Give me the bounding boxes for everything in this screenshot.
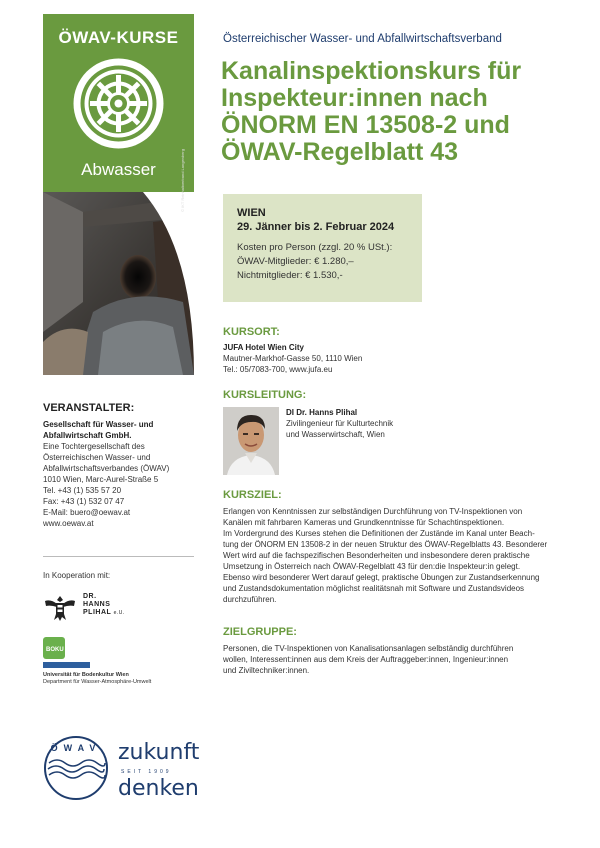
- divider: [43, 556, 194, 557]
- oewav-emblem: [43, 735, 109, 801]
- lead-details: [286, 407, 393, 440]
- audience-line: wollen, Interessent:innen aus dem Kreis der Auftraggeber:innen, Ingenieur:innen: [223, 655, 509, 664]
- audience-text: [223, 643, 568, 676]
- boku-logo: [43, 637, 65, 659]
- organizer-detail: Österreichischen Wasser- und: [43, 453, 151, 462]
- brand-panel: [43, 14, 194, 192]
- event-info-box: [223, 194, 422, 302]
- organizer-detail: Eine Tochtergesellschaft des: [43, 442, 145, 451]
- organizer-detail: 1010 Wien, Marc-Aurel-Straße 5: [43, 475, 159, 484]
- audience-heading: ZIELGRUPPE:: [223, 626, 297, 638]
- organizer-fax: Fax: +43 (1) 532 07 47: [43, 497, 125, 506]
- organizer-website[interactable]: www.oewav.at: [43, 519, 94, 528]
- course-title: [221, 58, 561, 166]
- organizer-details: [43, 419, 198, 529]
- venue-contact[interactable]: Tel.: 05/7083-700, www.jufa.eu: [223, 365, 333, 374]
- boku-line: Department für Wasser-Atmosphäre-Umwelt: [43, 679, 152, 685]
- lead-heading: KURSLEITUNG:: [223, 389, 307, 401]
- goal-text: [223, 506, 568, 605]
- organizer-heading: VERANSTALTER:: [43, 402, 135, 414]
- plihal-logo: [43, 593, 193, 623]
- boku-mark: BOKU: [46, 647, 64, 653]
- organizer-block: [43, 402, 198, 529]
- audience-line: und Ziviltechniker:innen.: [223, 666, 310, 675]
- cooperation-label: In Kooperation mit:: [43, 571, 111, 580]
- sewer-photo: [43, 192, 194, 375]
- emblem-letters: ÖWAV: [50, 743, 102, 753]
- brand-subtitle: Abwasser: [81, 160, 156, 179]
- organizer-detail: Abfallwirtschaftsverbandes (ÖWAV): [43, 464, 170, 473]
- plihal-name: [83, 593, 125, 617]
- venue-address: Mautner-Markhof-Gasse 50, 1110 Wien: [223, 354, 363, 363]
- plihal-suffix: e.U.: [113, 610, 125, 616]
- goal-line: Umsetzung in Österreich nach ÖWAV-Regelblatt 43 für den:die Inspekteur:in gelegt.: [223, 562, 521, 571]
- venue-details: [223, 342, 362, 375]
- goal-line: tung der ÖNORM EN 13508-2 in der neuen Struktur des ÖWAV-Regelblatts 43. Besonderer: [223, 540, 548, 549]
- photo-credit: © IKT Reinhaltverband Langenberg: [180, 149, 185, 212]
- plihal-line: HANNS: [83, 601, 111, 608]
- cost-info: [237, 241, 422, 283]
- title-line: ÖWAV-Regelblatt 43: [221, 138, 459, 166]
- goal-line: Erlangen von Kenntnissen zur selbständigen Durchführung von TV-Inspektionen von: [223, 507, 523, 516]
- venue-name: JUFA Hotel Wien City: [223, 343, 304, 352]
- boku-bar: [43, 662, 90, 668]
- plihal-line: PLIHAL: [83, 609, 112, 616]
- manhole-cover-icon: [72, 57, 165, 150]
- lead-role-line: und Wasserwirtschaft, Wien: [286, 430, 385, 439]
- footer-word-2: denken: [118, 776, 199, 801]
- organizer-phone: Tel. +43 (1) 535 57 20: [43, 486, 122, 495]
- plihal-line: DR.: [83, 593, 97, 600]
- venue-heading: KURSORT:: [223, 326, 280, 338]
- boku-line: Universität für Bodenkultur Wien: [43, 672, 129, 678]
- goal-line: durchzuführen.: [223, 595, 277, 604]
- event-city: WIEN: [237, 207, 266, 219]
- lead-portrait: [223, 407, 279, 475]
- organizer-name-line: Abfallwirtschaft GmbH.: [43, 431, 132, 440]
- organizer-name-line: Gesellschaft für Wasser- und: [43, 420, 154, 429]
- goal-line: Ebenso wird besonderer Wert darauf gelegt, praktische Übungen zur Zustandserkennung: [223, 573, 540, 582]
- boku-text: [43, 672, 151, 686]
- eagle-icon: [43, 593, 77, 623]
- cost-line: Nichtmitglieder: € 1.530,-: [237, 270, 343, 281]
- brand-title: ÖWAV-KURSE: [58, 28, 179, 47]
- goal-heading: KURSZIEL:: [223, 489, 282, 501]
- cost-line: Kosten pro Person (zzgl. 20 % USt.):: [237, 242, 393, 253]
- lead-name: DI Dr. Hanns Plihal: [286, 408, 358, 417]
- org-name: Österreichischer Wasser- und Abfallwirtschaftsverband: [223, 33, 502, 45]
- footer-word-1: zukunft: [118, 740, 200, 765]
- audience-line: Personen, die TV-Inspektionen von Kanalisationsanlagen selbständig durchführen: [223, 644, 514, 653]
- goal-line: Kanälen mit fahrbaren Kameras und Grundkenntnisse für Schachtinspektionen.: [223, 518, 505, 527]
- footer-since: SEIT 1909: [121, 769, 172, 775]
- goal-line: Wert wird auf die fachspezifischen Besonderheiten und insbesondere deren praktische: [223, 551, 530, 560]
- event-dates: 29. Jänner bis 2. Februar 2024: [237, 221, 395, 233]
- goal-line: und Zustandsdokumentation möglichst realitätsnah mit Software und Zustandsvideos: [223, 584, 525, 593]
- cost-line: ÖWAV-Mitglieder: € 1.280,–: [237, 256, 354, 267]
- title-line: Inspekteur:innen nach: [221, 84, 488, 112]
- title-line: Kanalinspektionskurs für: [221, 57, 522, 85]
- organizer-email[interactable]: E-Mail: buero@oewav.at: [43, 508, 131, 517]
- lead-role-line: Zivilingenieur für Kulturtechnik: [286, 419, 394, 428]
- goal-line: Im Vordergrund des Kurses stehen die Definitionen der Zustände im Kanal unter Beach-: [223, 529, 535, 538]
- title-line: ÖNORM EN 13508-2 und: [221, 111, 510, 139]
